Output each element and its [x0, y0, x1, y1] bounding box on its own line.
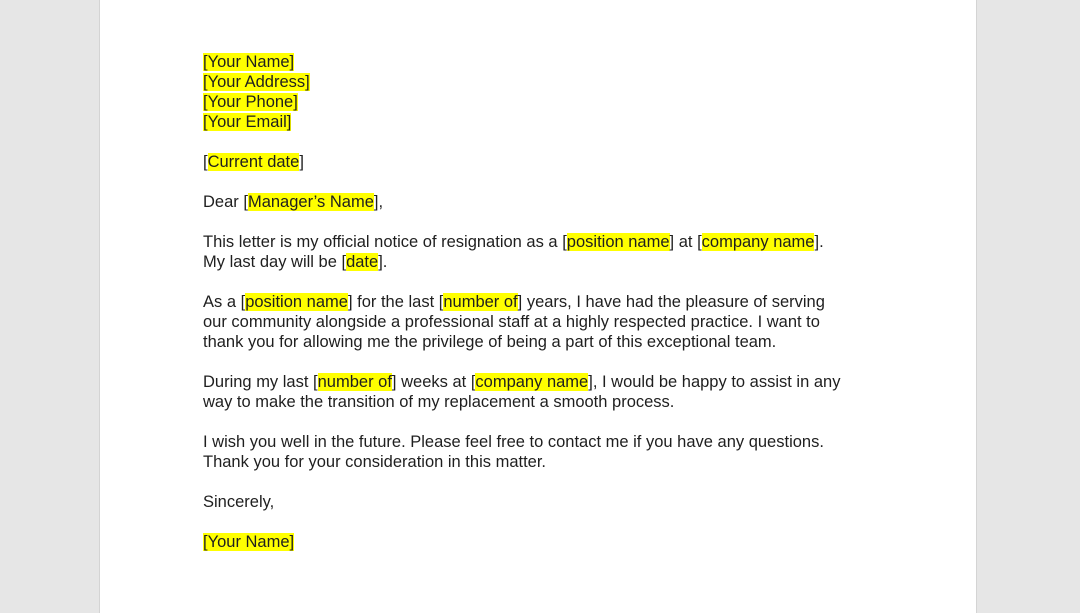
sender-address: Your Address — [207, 73, 306, 91]
position-name: position name — [245, 293, 348, 311]
date-line: [Current date] — [203, 153, 304, 171]
position-name: position name — [566, 233, 670, 251]
paragraph-notice: This letter is my official notice of resignation as a [position name] at [company name]. My last day will be [date]. — [203, 233, 824, 271]
number-of-weeks: number of — [317, 373, 392, 391]
document-page — [99, 0, 977, 613]
paragraph-transition: During my last [number of] weeks at [company name], I would be happy to assist in any way to make the transition of my replacement a smooth process. — [203, 373, 841, 411]
signature-name: Your Name — [207, 533, 290, 551]
letter-body — [203, 52, 893, 572]
paragraph-closing: I wish you well in the future. Please feel free to contact me if you have any questions. Thank you for your consideration in this matter. — [203, 433, 824, 471]
paragraph-experience: As a [position name] for the last [number of] years, I have had the pleasure of serving our community alongside a professional staff at a highly respected practice. I want to thank you for allowing me the privilege of being a part of this exceptional team. — [203, 293, 825, 351]
sender-name: Your Name — [207, 53, 290, 71]
sender-block: [Your Name] [Your Address] [Your Phone] [Your Email] — [203, 53, 310, 131]
sender-email: Your Email — [207, 113, 287, 131]
last-day-date: date — [346, 253, 379, 271]
signature: [Your Name] — [203, 533, 295, 551]
salutation: Dear [Manager’s Name], — [203, 193, 384, 211]
current-date: Current date — [207, 153, 300, 171]
company-name: company name — [701, 233, 815, 251]
manager-name: Manager’s Name — [247, 193, 374, 211]
sender-phone: Your Phone — [207, 93, 294, 111]
company-name: company name — [475, 373, 589, 391]
number-of-years: number of — [443, 293, 518, 311]
closing: Sincerely, — [203, 493, 275, 511]
